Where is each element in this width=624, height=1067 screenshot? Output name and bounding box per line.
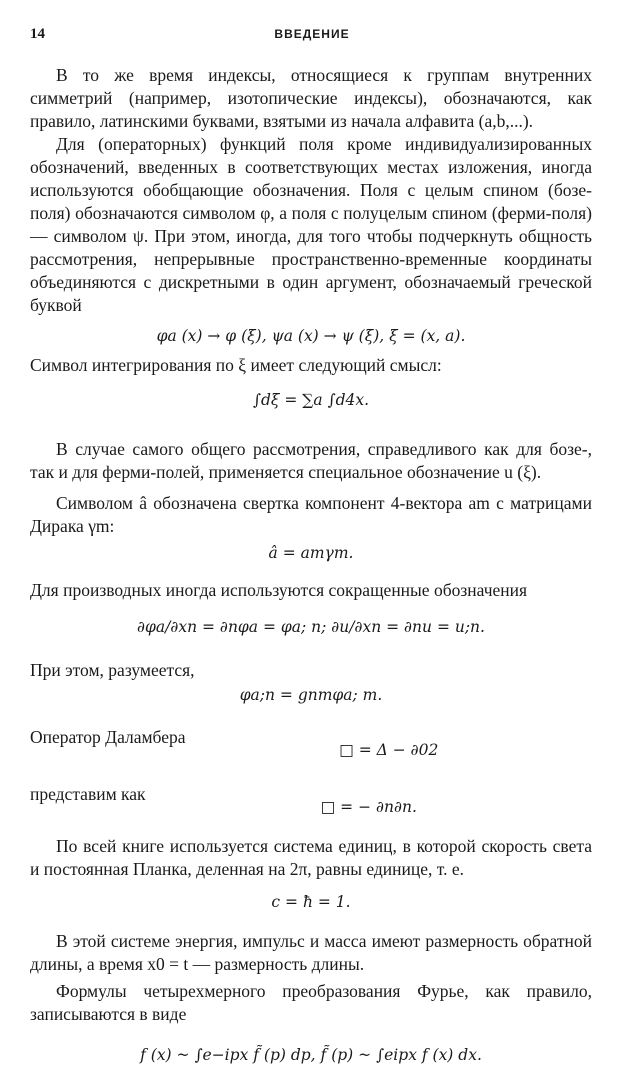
page-header (30, 26, 594, 48)
paragraph: При этом, разумеется, (30, 660, 195, 680)
paragraph: Символ интегрирования по ξ имеет следующий смысл: (30, 355, 442, 375)
formula: φa;n = gnmφa; m. (239, 686, 383, 704)
paragraph: Формулы четырехмерного преобразования Фурье, как правило, записываются в виде (30, 981, 592, 1024)
formula: φa (x) → φ (ξ), ψa (x) → ψ (ξ), ξ = (x, a). (156, 327, 466, 345)
formula-row (30, 770, 592, 819)
paragraph: В то же время индексы, относящиеся к группам внутренних симметрий (например, изотопические индексы), обозначаются, как правило, латинскими буквами, взятыми из начала алфавита (a,b,...). (30, 65, 592, 131)
paragraph: представим как (30, 784, 146, 804)
formula: ∂φa/∂xn = ∂nφa = φa; n; ∂u/∂xn = ∂nu = u;n. (137, 618, 485, 636)
formula: f (x) ~ ∫e−ipx f̃ (p) dp, f̃ (p) ~ ∫eipx f (x) dx. (140, 1046, 482, 1064)
running-title: ВВЕДЕНИЕ (274, 27, 350, 41)
formula: □ = − ∂n∂n. (320, 798, 417, 816)
formula: □ = Δ − ∂02 (339, 741, 439, 759)
formula: ∫dξ = ∑a ∫d4x. (252, 391, 370, 409)
paragraph: Для производных иногда используются сокращенные обозначения (30, 580, 528, 600)
formula: â = amγm. (268, 544, 354, 562)
paragraph: Для (операторных) функций поля кроме индивидуализированных обозначений, введенных в соответствующих местах изложения, иногда используются обобщающие обозначения. Поля с целым спином (бозе-поля) обозначаются символом φ, а поля с полуцелым спином (ферми-поля) — символом ψ. При этом, иногда, для того чтобы подчеркнуть общность рассмотрения, непрерывные пространственно-временные координаты объединяются с дискретными в один аргумент, обозначаемый греческой буквой (30, 134, 592, 315)
paragraph: По всей книге используется система единиц, в которой скорость света и постоянная Планка, деленная на 2π, равны единице, т. е. (30, 836, 592, 879)
formula: c = ħ = 1. (271, 893, 351, 911)
paragraph: Оператор Даламбера (30, 727, 186, 747)
paragraph: Символом â обозначена свертка компонент 4-вектора am с матрицами Дирака γm: (30, 493, 592, 536)
paragraph: В этой системе энергия, импульс и масса имеют размерность обратной длины, а время x0 = t — размерность длины. (30, 931, 592, 974)
page-number: 14 (30, 26, 45, 42)
paragraph: В случае самого общего рассмотрения, справедливого как для бозе-, так и для ферми-полей, применяется специальное обозначение u (ξ). (30, 439, 592, 482)
page-body (30, 64, 592, 1067)
formula-row (30, 713, 592, 762)
